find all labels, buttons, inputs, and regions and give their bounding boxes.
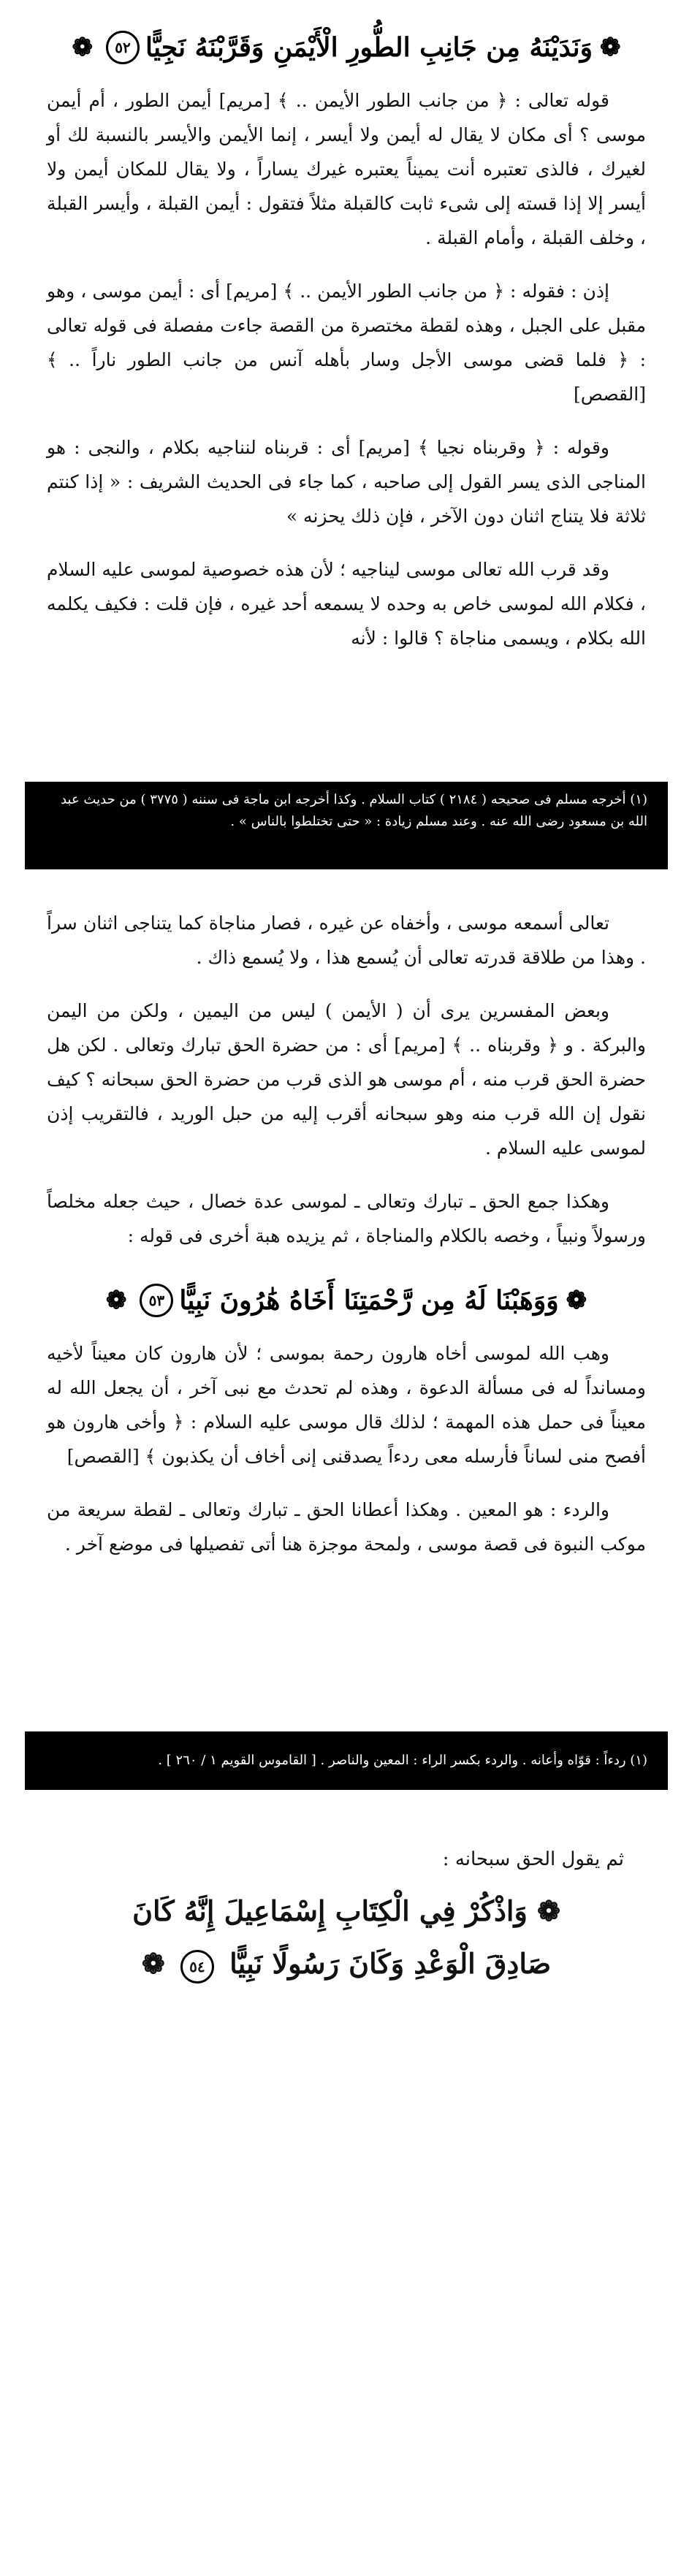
paragraph: وبعض المفسرين يرى أن ( الأيمن ) ليس من اليمين ، ولكن من اليمن والبركة . و ﴿ وقربناه .. ﴾ [مريم] أى : من حضرة الحق تبارك وتعالى . لكن هل حضرة الحق قرب منه ، أم موسى هو الذى قرب من حضرة الحق سبحانه ؟ كيف نقول إن الله قرب منه وهو سبحانه أقرب إليه من حبل الوريد ، فالتقريب إذن لموسى عليه السلام . [47,1000,646,1159]
ornament-icon: ❁ [566,1286,587,1315]
paragraph: وهكذا جمع الحق ـ تبارك وتعالى ـ لموسى عدة خصال ، حيث جعله مخلصاً ورسولاً ونبياً ، وخصه بالكلام والمناجاة ، ثم يزيده هبة أخرى فى قوله : [47,1191,646,1246]
footnote-text: (١) ردءاً : قوّاه وأعانه . والردء بكسر الراء : المعين والناصر . [ القاموس القويم ١ / ٢٦٠ ] . [158,1753,647,1768]
paragraph: وهب الله لموسى أخاه هارون رحمة بموسى ؛ لأن هارون كان معيناً لأخيه ومسانداً له فى مسألة الدعوة ، وهذه لم تحدث مع نبى آخر ، أن يجعل الله له معيناً فى حمل هذه المهمة ؛ لذلك قال موسى عليه السلام : ﴿ وأخى هارون هو أفصح منى لساناً فأرسله معى ردءاً يصدقنى إنى أخاف أن يكذبون ﴾ [القصص] [47,1343,646,1467]
paragraph: إذن : فقوله : ﴿ من جانب الطور الأيمن .. ﴾ [مريم] أى : أيمن موسى ، وهو مقبل على الجبل ، وهذه لقطة مختصرة من القصة جاءت مفصلة فى قوله تعالى : ﴿ فلما قضى موسى الأجل وسار بأهله آنس من جانب الطور ناراً .. ﴾ [القصص] [47,281,646,405]
verse-text: وَاذْكُرْ فِي الْكِتَابِ إِسْمَاعِيلَ إِنَّهُ كَانَ [132,1894,528,1927]
intro-line: ثم يقول الحق سبحانه : [442,1848,624,1870]
verse-text: وَنَدَيْنَهُ مِن جَانِبِ الطُّورِ الْأَيْمَنِ وَقَرَّبْنَهُ نَجِيًّا [145,32,593,63]
page-2 [25,891,668,1830]
verse-line-1 [83,1885,609,1937]
ornament-icon: ❁ [72,33,94,62]
paragraph: قوله تعالى : ﴿ من جانب الطور الأيمن .. ﴾ [مريم] أيمن الطور ، أم أيمن موسى ؟ أى مكان لا يقال له أيمن ولا أيسر ، إنما الأيمن والأيسر بالنسبة لك أو لغيرك ، فالذى تعتبره أنت يميناً يعتبره غيرك يساراً ، ولا يقال للمكان أيمن ولا أيسر إلا إذا قسته إلى شىء ثابت كالقبلة مثلاً فتقول : أيمن القبلة ، وأيسر القبلة ، وخلف القبلة ، وأمام القبلة . [47,90,646,248]
ornament-icon: ❁ [105,1286,127,1315]
paragraph: وقد قرب الله تعالى موسى ليناجيه ؛ لأن هذه خصوصية لموسى عليه السلام ، فكلام الله لموسى خاص به وحده لا يسمعه أحد غيره ، فإن قلت : فكيف يكلمه الله بكلام ، ويسمى مناجاة ؟ قالوا : لأنه [47,559,646,649]
ornament-icon: ❁ [599,33,621,62]
paragraph: والردء : هو المعين . وهكذا أعطانا الحق ـ تبارك وتعالى ـ لقطة سريعة من موكب النبوة فى قصة موسى ، ولمحة موجزة هنا أتى تفصيلها فى موضع آخر . [47,1499,646,1555]
page-3 [25,1841,668,2009]
verse-number: ٥٣ [140,1284,173,1317]
verse-banner [47,1272,646,1329]
ornament-icon: ❁ [141,1947,165,1980]
ornament-icon: ❁ [537,1894,560,1927]
verse-text: وَوَهَبْنَا لَهُ مِن رَّحْمَتِنَا أَخَاهُ هَٰرُونَ نَبِيًّا [179,1285,559,1316]
page-1 [25,15,668,866]
verse-text: صَادِقَ الْوَعْدِ وَكَانَ رَسُولًا نَبِيًّا [229,1947,552,1980]
paragraph: وقوله : ﴿ وقربناه نجيا ﴾ [مريم] أى : قربناه لنناجيه بكلام ، والنجى : هو المناجى الذى يسر القول إلى صاحبه ، كما جاء فى الحديث الشريف : « إذا كنتم ثلاثة فلا يتناج اثنان دون الآخر ، فإن ذلك يحزنه » [47,437,646,527]
verse-number: ٥٤ [180,1950,214,1984]
verse-banner [47,19,646,76]
verse-block [83,1885,609,1990]
paragraph: تعالى أسمعه موسى ، وأخفاه عن غيره ، فصار مناجاة كما يتناجى اثنان سراً . وهذا من طلاقة قدرته تعالى أن يُسمع هذا ، ولا يُسمع ذاك . [47,912,646,968]
verse-number: ٥٢ [106,31,140,64]
footnote [25,1731,668,1790]
footnote: (١) أخرجه مسلم فى صحيحه ( ٢١٨٤ ) كتاب السلام . وكذا أخرجه ابن ماجة فى سننه ( ٣٧٧٥ ) من حديث عبد الله بن مسعود رضى الله عنه . وعند مسلم زيادة : « حتى تختلطوا بالناس » . [25,782,668,869]
verse-line-2 [83,1937,609,1990]
